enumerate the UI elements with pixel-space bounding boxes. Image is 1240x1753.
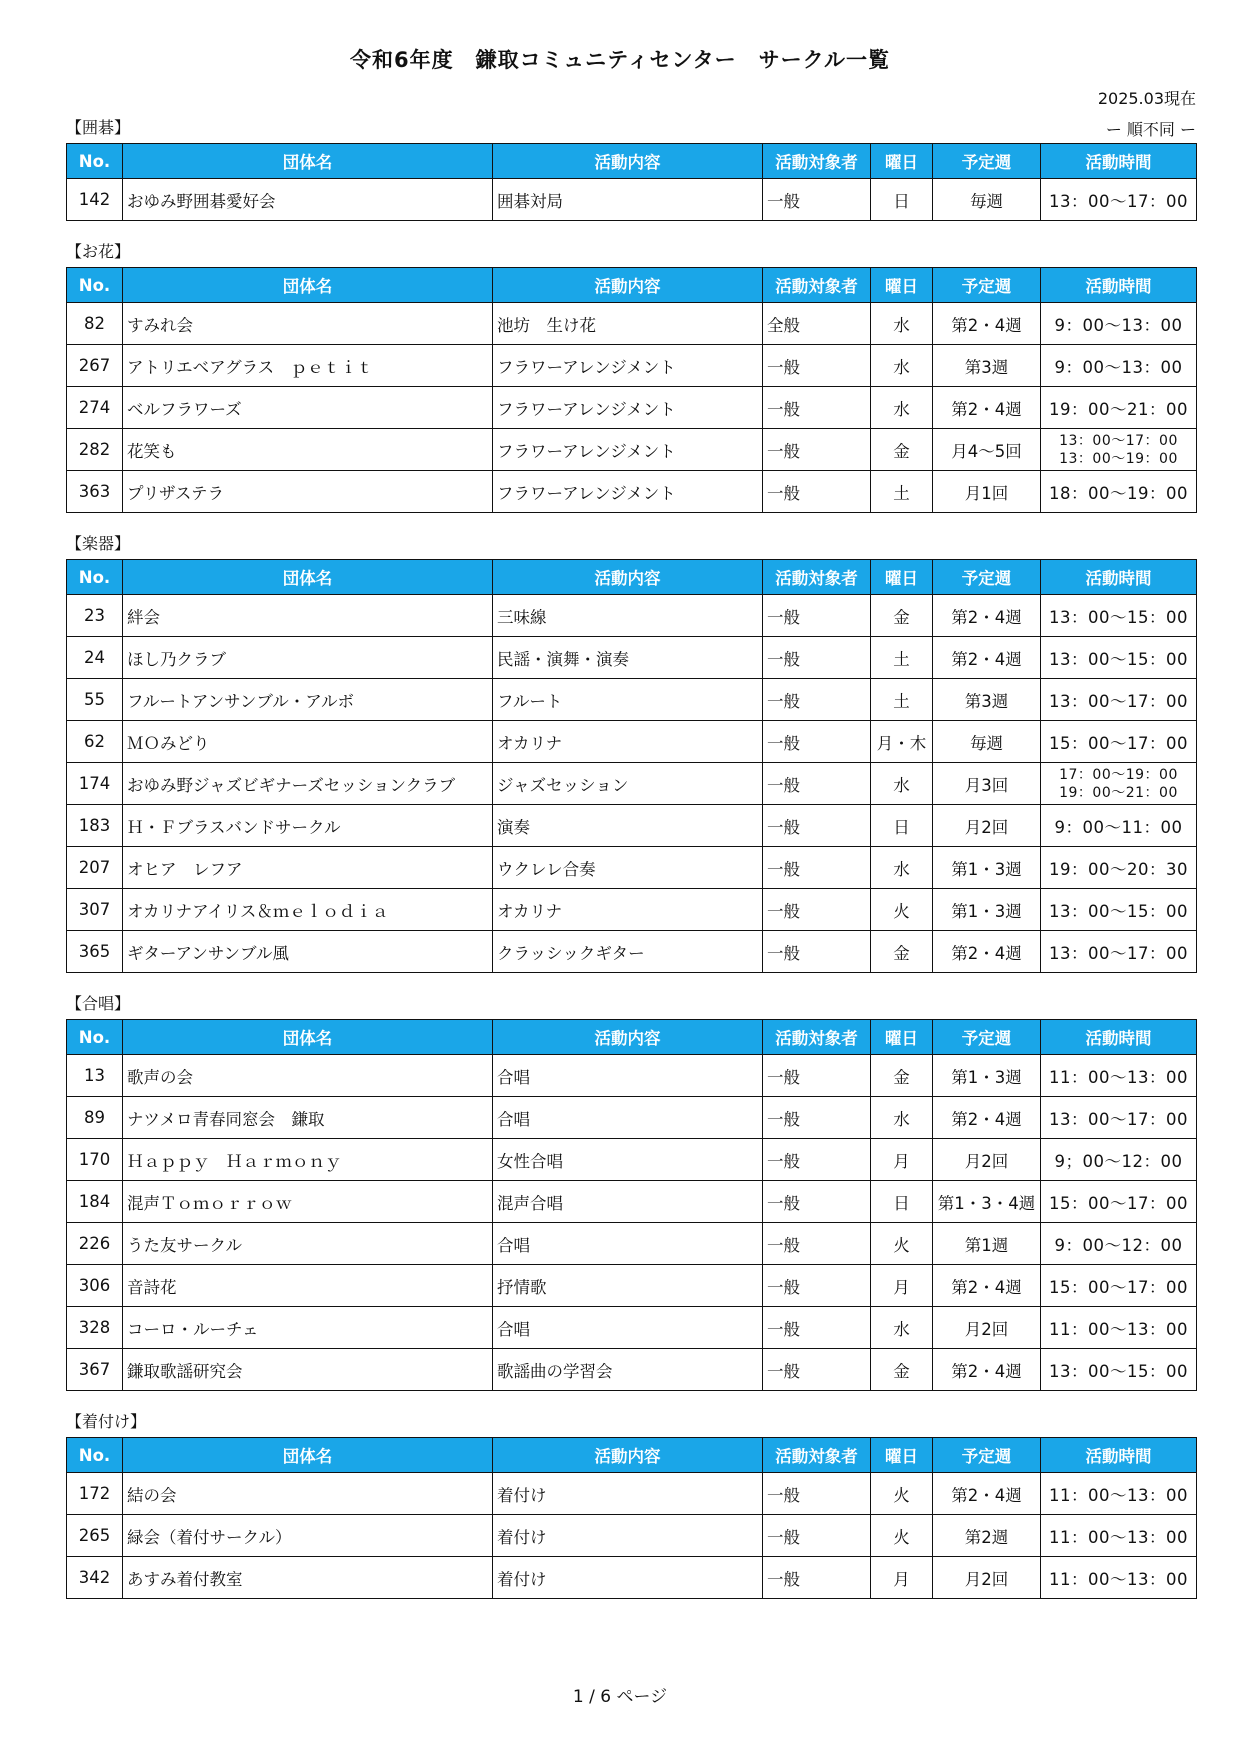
cell-time — [1041, 429, 1197, 471]
cell-time — [1041, 1139, 1197, 1181]
cell-name: すみれ会 — [123, 303, 493, 345]
circle-table — [66, 1019, 1197, 1391]
cell-no: 265 — [67, 1515, 123, 1557]
cell-no: 62 — [67, 721, 123, 763]
table-row — [67, 1265, 1197, 1307]
cell-day: 月 — [871, 1139, 933, 1181]
column-header: 活動内容 — [493, 1438, 763, 1473]
column-header: 予定週 — [933, 268, 1041, 303]
cell-name: フルートアンサンブル・アルボ — [123, 679, 493, 721]
cell-name: 絆会 — [123, 595, 493, 637]
column-header: 活動対象者 — [763, 1438, 871, 1473]
cell-activity: 演奏 — [493, 805, 763, 847]
cell-name: ベルフラワーズ — [123, 387, 493, 429]
cell-time — [1041, 1557, 1197, 1599]
cell-activity: フラワーアレンジメント — [493, 471, 763, 513]
table-row — [67, 805, 1197, 847]
cell-no: 207 — [67, 847, 123, 889]
cell-name: おゆみ野ジャズビギナーズセッションクラブ — [123, 763, 493, 805]
table-row — [67, 1557, 1197, 1599]
cell-week: 第2週 — [933, 1515, 1041, 1557]
cell-day: 土 — [871, 471, 933, 513]
cell-no: 307 — [67, 889, 123, 931]
section — [66, 1411, 1196, 1599]
time-line: 13：00～17：00 — [1049, 691, 1188, 711]
time-line: 13：00～15：00 — [1049, 1361, 1188, 1381]
table-row — [67, 847, 1197, 889]
cell-no: 174 — [67, 763, 123, 805]
cell-target: 一般 — [763, 805, 871, 847]
page-footer: 1 / 6 ページ — [572, 1687, 668, 1707]
cell-activity: 三味線 — [493, 595, 763, 637]
cell-day: 土 — [871, 679, 933, 721]
cell-target: 全般 — [763, 303, 871, 345]
time-line: 11：00～13：00 — [1049, 1067, 1188, 1087]
time-line: 19：00～21：00 — [1059, 784, 1178, 801]
table-row — [67, 637, 1197, 679]
cell-target: 一般 — [763, 1349, 871, 1391]
cell-activity: 着付け — [493, 1515, 763, 1557]
section — [66, 993, 1196, 1391]
cell-time — [1041, 1349, 1197, 1391]
cell-target: 一般 — [763, 345, 871, 387]
section — [66, 117, 1196, 221]
cell-time — [1041, 1181, 1197, 1223]
cell-time — [1041, 931, 1197, 973]
cell-time — [1041, 805, 1197, 847]
cell-name: 緑会（着付サークル） — [123, 1515, 493, 1557]
cell-day: 日 — [871, 805, 933, 847]
column-header: 予定週 — [933, 1020, 1041, 1055]
cell-time — [1041, 595, 1197, 637]
table-row — [67, 429, 1197, 471]
cell-activity: 民謡・演舞・演奏 — [493, 637, 763, 679]
cell-day: 火 — [871, 889, 933, 931]
cell-no: 82 — [67, 303, 123, 345]
cell-no: 55 — [67, 679, 123, 721]
table-row — [67, 471, 1197, 513]
table-row — [67, 179, 1197, 221]
cell-day: 金 — [871, 1055, 933, 1097]
column-header: No. — [67, 1020, 123, 1055]
cell-no: 363 — [67, 471, 123, 513]
cell-week: 第1・3週 — [933, 889, 1041, 931]
cell-time — [1041, 179, 1197, 221]
time-line: 9；00～12：00 — [1054, 1151, 1183, 1171]
time-line: 15：00～17：00 — [1049, 1277, 1188, 1297]
cell-activity: 囲碁対局 — [493, 179, 763, 221]
cell-week: 第2・4週 — [933, 1473, 1041, 1515]
time-line: 15：00～17：00 — [1049, 1193, 1188, 1213]
time-line: 11：00～13：00 — [1049, 1527, 1188, 1547]
cell-target: 一般 — [763, 179, 871, 221]
column-header: No. — [67, 144, 123, 179]
time-line: 18：00～19：00 — [1049, 483, 1188, 503]
cell-week: 第1週 — [933, 1223, 1041, 1265]
section-title: 【楽器】 — [66, 534, 131, 553]
column-header: 活動内容 — [493, 560, 763, 595]
column-header: 活動対象者 — [763, 560, 871, 595]
cell-no: 367 — [67, 1349, 123, 1391]
cell-name: Ｈａｐｐｙ Ｈａｒｍｏｎｙ — [123, 1139, 493, 1181]
circle-table — [66, 1437, 1197, 1599]
column-header: 曜日 — [871, 560, 933, 595]
cell-day: 土 — [871, 637, 933, 679]
column-header: 予定週 — [933, 1438, 1041, 1473]
column-header: 団体名 — [123, 268, 493, 303]
table-row — [67, 1515, 1197, 1557]
time-line: 13：00～15：00 — [1049, 901, 1188, 921]
cell-time — [1041, 1307, 1197, 1349]
column-header: 予定週 — [933, 560, 1041, 595]
section — [66, 533, 1196, 973]
cell-week: 毎週 — [933, 179, 1041, 221]
cell-target: 一般 — [763, 387, 871, 429]
cell-week: 第2・4週 — [933, 931, 1041, 973]
cell-no: 226 — [67, 1223, 123, 1265]
time-line: 9：00～12：00 — [1054, 1235, 1183, 1255]
column-header: 活動時間 — [1041, 1020, 1197, 1055]
cell-activity: 女性合唱 — [493, 1139, 763, 1181]
cell-day: 火 — [871, 1223, 933, 1265]
circle-table — [66, 267, 1197, 513]
cell-name: オヒア レフア — [123, 847, 493, 889]
cell-day: 月 — [871, 1557, 933, 1599]
column-header: 活動時間 — [1041, 1438, 1197, 1473]
table-row — [67, 595, 1197, 637]
cell-activity: 合唱 — [493, 1097, 763, 1139]
table-row — [67, 1223, 1197, 1265]
cell-name: コーロ・ルーチェ — [123, 1307, 493, 1349]
column-header: 活動時間 — [1041, 144, 1197, 179]
cell-no: 267 — [67, 345, 123, 387]
cell-day: 火 — [871, 1473, 933, 1515]
cell-day: 水 — [871, 303, 933, 345]
table-row — [67, 1181, 1197, 1223]
cell-day: 水 — [871, 1097, 933, 1139]
cell-target: 一般 — [763, 1265, 871, 1307]
time-line: 13：00～17：00 — [1049, 1109, 1188, 1129]
cell-target: 一般 — [763, 721, 871, 763]
cell-day: 日 — [871, 179, 933, 221]
cell-activity: ウクレレ合奏 — [493, 847, 763, 889]
cell-time — [1041, 679, 1197, 721]
column-header: 曜日 — [871, 1020, 933, 1055]
cell-no: 170 — [67, 1139, 123, 1181]
cell-activity: フラワーアレンジメント — [493, 345, 763, 387]
section-title: 【囲碁】 — [66, 118, 131, 137]
column-header: 活動内容 — [493, 268, 763, 303]
table-row — [67, 387, 1197, 429]
section — [66, 241, 1196, 513]
column-header: 活動内容 — [493, 1020, 763, 1055]
time-line: 19：00～21：00 — [1049, 399, 1188, 419]
cell-activity: フルート — [493, 679, 763, 721]
table-row — [67, 1139, 1197, 1181]
cell-week: 月2回 — [933, 1139, 1041, 1181]
cell-activity: オカリナ — [493, 889, 763, 931]
time-line: 13：00～17：00 — [1049, 191, 1188, 211]
cell-target: 一般 — [763, 595, 871, 637]
cell-name: 結の会 — [123, 1473, 493, 1515]
cell-week: 第1・3週 — [933, 1055, 1041, 1097]
column-header: 団体名 — [123, 560, 493, 595]
cell-day: 水 — [871, 1307, 933, 1349]
cell-activity: 池坊 生け花 — [493, 303, 763, 345]
cell-target: 一般 — [763, 1473, 871, 1515]
cell-week: 第3週 — [933, 679, 1041, 721]
cell-name: Ｈ・Ｆブラスバンドサークル — [123, 805, 493, 847]
cell-target: 一般 — [763, 1181, 871, 1223]
cell-name: おゆみ野囲碁愛好会 — [123, 179, 493, 221]
cell-name: ナツメロ青春同窓会 鎌取 — [123, 1097, 493, 1139]
section-title: 【合唱】 — [66, 994, 131, 1013]
cell-name: オカリナアイリス＆ｍｅｌｏｄｉａ — [123, 889, 493, 931]
page-title: 令和6年度 鎌取コミュニティセンター サークル一覧 — [349, 48, 891, 72]
cell-day: 金 — [871, 1349, 933, 1391]
time-line: 17：00～19：00 — [1059, 766, 1178, 783]
cell-name: アトリエベアグラス ｐｅｔｉｔ — [123, 345, 493, 387]
cell-no: 183 — [67, 805, 123, 847]
time-line: 13：00～17：00 — [1059, 432, 1178, 449]
cell-day: 水 — [871, 847, 933, 889]
cell-activity: 合唱 — [493, 1055, 763, 1097]
cell-no: 306 — [67, 1265, 123, 1307]
cell-day: 金 — [871, 595, 933, 637]
cell-time — [1041, 1223, 1197, 1265]
cell-no: 342 — [67, 1557, 123, 1599]
time-line: 19：00～20：30 — [1049, 859, 1188, 879]
time-line: 11：00～13：00 — [1049, 1569, 1188, 1589]
cell-target: 一般 — [763, 931, 871, 973]
cell-no: 142 — [67, 179, 123, 221]
cell-no: 274 — [67, 387, 123, 429]
cell-name: ＭＯみどり — [123, 721, 493, 763]
table-row — [67, 345, 1197, 387]
section-title: 【お花】 — [66, 242, 131, 261]
cell-target: 一般 — [763, 429, 871, 471]
cell-time — [1041, 1097, 1197, 1139]
cell-week: 月1回 — [933, 471, 1041, 513]
cell-activity: 歌謡曲の学習会 — [493, 1349, 763, 1391]
cell-day: 水 — [871, 763, 933, 805]
cell-name: 混声Ｔｏｍｏｒｒｏｗ — [123, 1181, 493, 1223]
circle-list — [66, 117, 1196, 1619]
cell-target: 一般 — [763, 1139, 871, 1181]
time-line: 9：00～13：00 — [1054, 315, 1183, 335]
cell-time — [1041, 1265, 1197, 1307]
order-note: ー 順不同 ー — [1105, 120, 1196, 139]
table-row — [67, 931, 1197, 973]
cell-week: 第2・4週 — [933, 1265, 1041, 1307]
cell-no: 328 — [67, 1307, 123, 1349]
cell-target: 一般 — [763, 763, 871, 805]
cell-week: 月2回 — [933, 1307, 1041, 1349]
cell-week: 月3回 — [933, 763, 1041, 805]
cell-time — [1041, 889, 1197, 931]
cell-week: 毎週 — [933, 721, 1041, 763]
cell-time — [1041, 345, 1197, 387]
cell-no: 23 — [67, 595, 123, 637]
cell-day: 月・木 — [871, 721, 933, 763]
cell-week: 第1・3・4週 — [933, 1181, 1041, 1223]
column-header: 団体名 — [123, 144, 493, 179]
cell-name: 音詩花 — [123, 1265, 493, 1307]
section-title: 【着付け】 — [66, 1412, 147, 1431]
cell-target: 一般 — [763, 1557, 871, 1599]
column-header: 活動対象者 — [763, 268, 871, 303]
cell-no: 13 — [67, 1055, 123, 1097]
cell-week: 月4～5回 — [933, 429, 1041, 471]
cell-week: 月2回 — [933, 1557, 1041, 1599]
table-header-row — [67, 1438, 1197, 1473]
cell-week: 第2・4週 — [933, 303, 1041, 345]
time-line: 15：00～17：00 — [1049, 733, 1188, 753]
column-header: 活動時間 — [1041, 268, 1197, 303]
cell-day: 日 — [871, 1181, 933, 1223]
cell-time — [1041, 637, 1197, 679]
cell-no: 184 — [67, 1181, 123, 1223]
cell-no: 89 — [67, 1097, 123, 1139]
column-header: 活動対象者 — [763, 1020, 871, 1055]
time-line: 9：00～11：00 — [1054, 817, 1183, 837]
cell-day: 月 — [871, 1265, 933, 1307]
cell-activity: 合唱 — [493, 1307, 763, 1349]
cell-time — [1041, 721, 1197, 763]
cell-target: 一般 — [763, 1223, 871, 1265]
cell-name: うた友サークル — [123, 1223, 493, 1265]
cell-day: 水 — [871, 387, 933, 429]
cell-name: 花笑も — [123, 429, 493, 471]
column-header: 団体名 — [123, 1438, 493, 1473]
time-line: 13：00～19：00 — [1059, 450, 1178, 467]
cell-name: 歌声の会 — [123, 1055, 493, 1097]
table-row — [67, 679, 1197, 721]
table-row — [67, 889, 1197, 931]
cell-day: 水 — [871, 345, 933, 387]
cell-activity: 抒情歌 — [493, 1265, 763, 1307]
cell-week: 第2・4週 — [933, 1097, 1041, 1139]
table-row — [67, 1349, 1197, 1391]
cell-activity: 合唱 — [493, 1223, 763, 1265]
cell-activity: 着付け — [493, 1473, 763, 1515]
table-header-row — [67, 144, 1197, 179]
table-row — [67, 1307, 1197, 1349]
column-header: 活動時間 — [1041, 560, 1197, 595]
cell-time — [1041, 1515, 1197, 1557]
as-of-date: 2025.03現在 — [1097, 89, 1196, 108]
cell-activity: フラワーアレンジメント — [493, 387, 763, 429]
cell-activity: フラワーアレンジメント — [493, 429, 763, 471]
circle-table — [66, 143, 1197, 221]
table-row — [67, 1473, 1197, 1515]
cell-activity: オカリナ — [493, 721, 763, 763]
cell-time — [1041, 387, 1197, 429]
cell-no: 24 — [67, 637, 123, 679]
table-row — [67, 1055, 1197, 1097]
cell-no: 282 — [67, 429, 123, 471]
table-row — [67, 1097, 1197, 1139]
cell-no: 365 — [67, 931, 123, 973]
cell-activity: 着付け — [493, 1557, 763, 1599]
table-row — [67, 303, 1197, 345]
cell-time — [1041, 763, 1197, 805]
cell-activity: 混声合唱 — [493, 1181, 763, 1223]
cell-activity: クラッシックギター — [493, 931, 763, 973]
cell-target: 一般 — [763, 679, 871, 721]
cell-day: 金 — [871, 429, 933, 471]
table-header-row — [67, 268, 1197, 303]
column-header: 曜日 — [871, 1438, 933, 1473]
time-line: 13：00～17：00 — [1049, 943, 1188, 963]
cell-time — [1041, 1055, 1197, 1097]
column-header: 予定週 — [933, 144, 1041, 179]
cell-target: 一般 — [763, 471, 871, 513]
cell-target: 一般 — [763, 1515, 871, 1557]
cell-name: ほし乃クラブ — [123, 637, 493, 679]
column-header: No. — [67, 1438, 123, 1473]
table-row — [67, 763, 1197, 805]
circle-table — [66, 559, 1197, 973]
cell-week: 第1・3週 — [933, 847, 1041, 889]
table-header-row — [67, 1020, 1197, 1055]
column-header: 活動内容 — [493, 144, 763, 179]
cell-target: 一般 — [763, 1097, 871, 1139]
cell-week: 第3週 — [933, 345, 1041, 387]
cell-week: 第2・4週 — [933, 1349, 1041, 1391]
cell-name: あすみ着付教室 — [123, 1557, 493, 1599]
cell-time — [1041, 1473, 1197, 1515]
column-header: 団体名 — [123, 1020, 493, 1055]
cell-week: 第2・4週 — [933, 637, 1041, 679]
cell-week: 月2回 — [933, 805, 1041, 847]
time-line: 13：00～15：00 — [1049, 649, 1188, 669]
time-line: 11：00～13：00 — [1049, 1319, 1188, 1339]
cell-no: 172 — [67, 1473, 123, 1515]
time-line: 11：00～13：00 — [1049, 1485, 1188, 1505]
cell-target: 一般 — [763, 1307, 871, 1349]
table-header-row — [67, 560, 1197, 595]
column-header: 曜日 — [871, 144, 933, 179]
column-header: 曜日 — [871, 268, 933, 303]
cell-target: 一般 — [763, 1055, 871, 1097]
column-header: 活動対象者 — [763, 144, 871, 179]
cell-week: 第2・4週 — [933, 595, 1041, 637]
cell-week: 第2・4週 — [933, 387, 1041, 429]
cell-time — [1041, 847, 1197, 889]
cell-name: 鎌取歌謡研究会 — [123, 1349, 493, 1391]
cell-name: プリザステラ — [123, 471, 493, 513]
table-row — [67, 721, 1197, 763]
column-header: No. — [67, 560, 123, 595]
cell-activity: ジャズセッション — [493, 763, 763, 805]
cell-name: ギターアンサンブル風 — [123, 931, 493, 973]
time-line: 9：00～13：00 — [1054, 357, 1183, 377]
cell-time — [1041, 471, 1197, 513]
column-header: No. — [67, 268, 123, 303]
time-line: 13：00～15：00 — [1049, 607, 1188, 627]
cell-target: 一般 — [763, 889, 871, 931]
cell-target: 一般 — [763, 637, 871, 679]
cell-time — [1041, 303, 1197, 345]
cell-target: 一般 — [763, 847, 871, 889]
cell-day: 火 — [871, 1515, 933, 1557]
cell-day: 金 — [871, 931, 933, 973]
